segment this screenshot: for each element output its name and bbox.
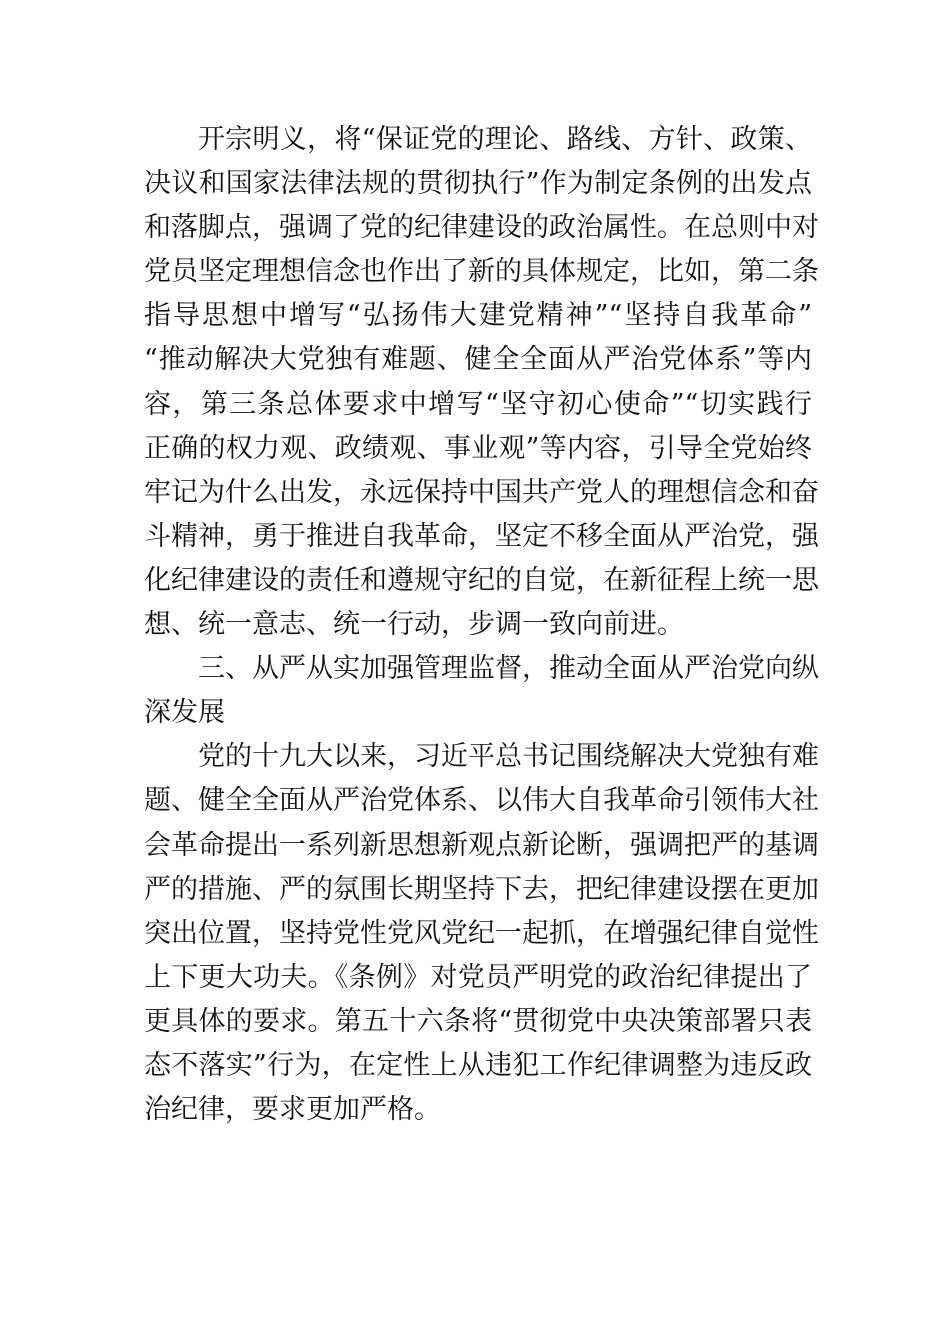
section-heading-3 — [144, 647, 819, 735]
text-line: 开宗明义，将“保证党的理论、路线、方针、政策、 — [198, 124, 812, 155]
text-line: 上下更大功夫。《条例》对党员严明党的政治纪律提出了 — [144, 961, 812, 993]
text-line: 态不落实”行为，在定性上从违犯工作纪律调整为违反政 — [144, 1049, 812, 1081]
text-line: 想、统一意志、统一行动，步调一致向前进。 — [144, 609, 684, 641]
text-line: 正确的权力观、政绩观、事业观”等内容，引导全党始终 — [144, 432, 812, 464]
paragraph-1 — [144, 118, 819, 647]
text-line: 和落脚点，强调了党的纪律建设的政治属性。在总则中对 — [144, 212, 819, 244]
text-line: 指导思想中增写“弘扬伟大建党精神”“坚持自我革命” — [144, 300, 812, 332]
text-line: 严的措施、严的氛围长期坚持下去，把纪律建设摆在更加 — [144, 873, 819, 905]
text-line: 党的十九大以来，习近平总书记围绕解决大党独有难 — [198, 741, 819, 773]
text-line: 牢记为什么出发，永远保持中国共产党人的理想信念和奋 — [144, 476, 819, 508]
paragraph-2 — [144, 735, 819, 1132]
text-line: 党员坚定理想信念也作出了新的具体规定，比如，第二条 — [144, 256, 819, 288]
heading-line: 深发展 — [144, 697, 225, 729]
text-line: 突出位置，坚持党性党风党纪一起抓，在增强纪律自觉性 — [144, 917, 819, 949]
document-body — [144, 118, 819, 1132]
heading-line: 三、从严从实加强管理监督，推动全面从严治党向纵 — [198, 653, 819, 685]
text-line: 决议和国家法律法规的贯彻执行”作为制定条例的出发点 — [144, 168, 812, 200]
text-line: 容，第三条总体要求中增写“坚守初心使命”“切实践行 — [144, 388, 812, 420]
text-line: 题、健全全面从严治党体系、以伟大自我革命引领伟大社 — [144, 785, 819, 817]
text-line: 斗精神，勇于推进自我革命，坚定不移全面从严治党，强 — [144, 520, 819, 552]
text-line: 更具体的要求。第五十六条将“贯彻党中央决策部署只表 — [144, 1005, 812, 1037]
text-line: 治纪律，要求更加严格。 — [144, 1094, 441, 1126]
text-line: 会革命提出一系列新思想新观点新论断，强调把严的基调 — [144, 829, 819, 861]
text-line: 化纪律建设的责任和遵规守纪的自觉，在新征程上统一思 — [144, 564, 819, 596]
text-line: “推动解决大党独有难题、健全全面从严治党体系”等内 — [144, 344, 812, 376]
